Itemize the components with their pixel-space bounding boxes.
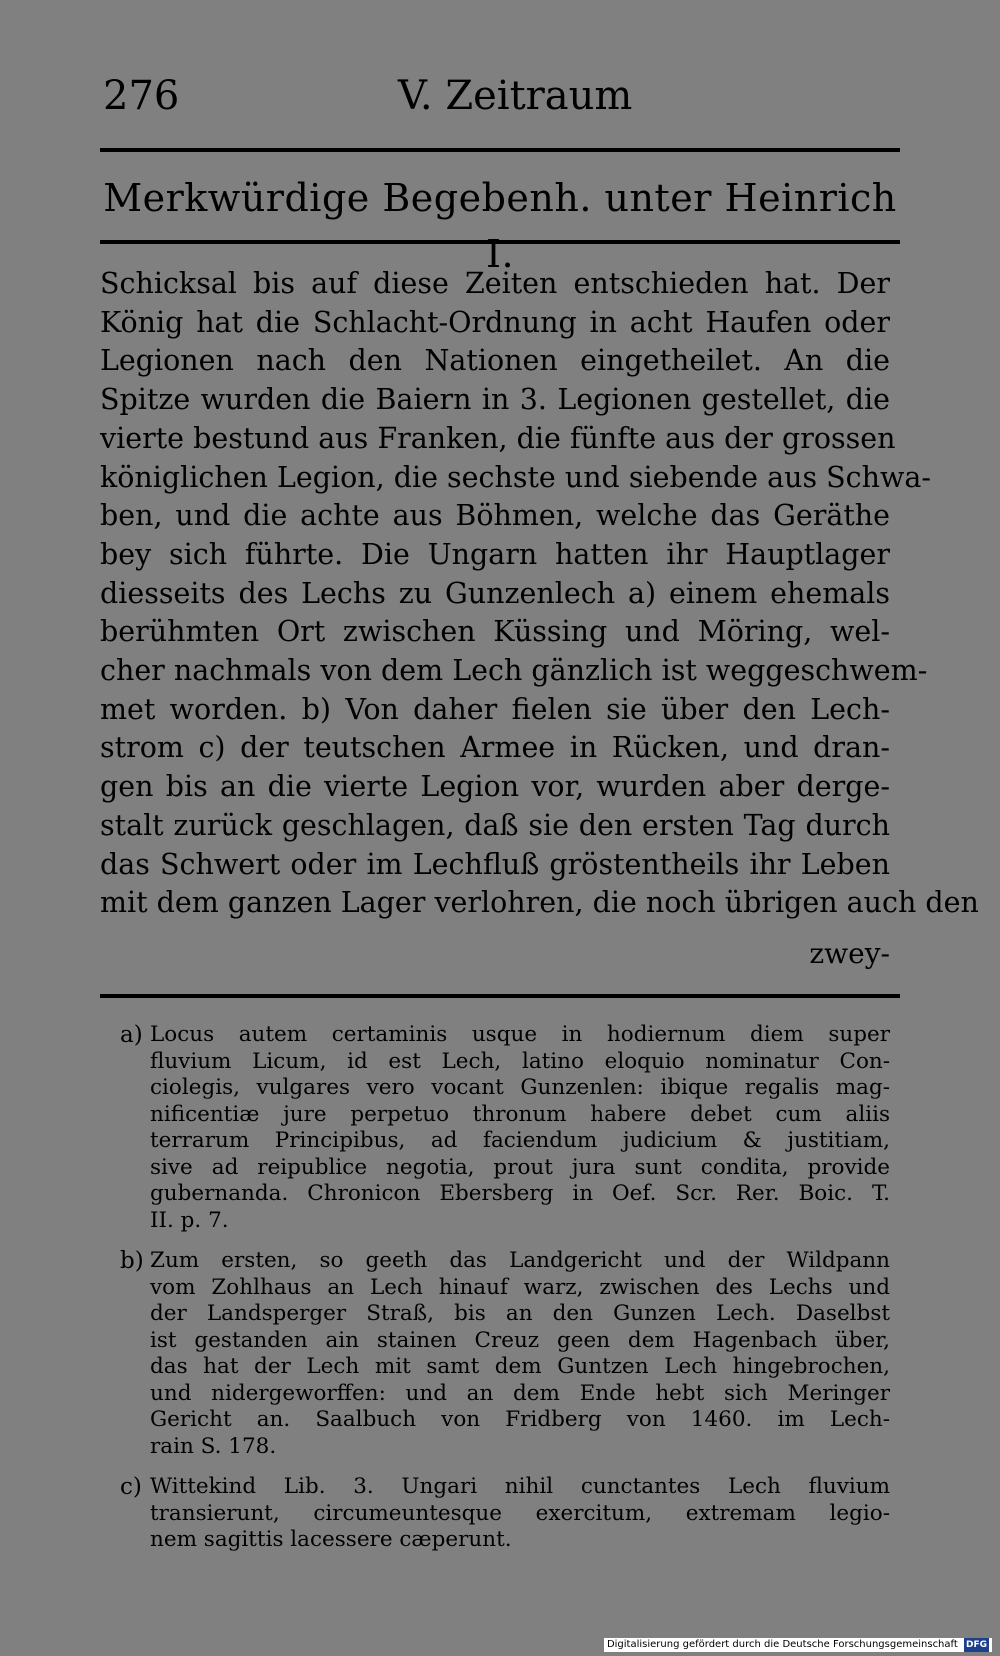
section-title: Merkwürdige Begebenh. unter Heinrich I. <box>103 176 897 276</box>
header-rule <box>100 148 900 152</box>
body-line: vierte bestund aus Franken, die fünfte aus der grossen <box>100 421 896 455</box>
footnote-c <box>120 1474 890 1554</box>
body-line: Legionen nach den Nationen eingetheilet. An die <box>100 344 890 378</box>
footnote-line: II. p. 7. <box>150 1207 229 1233</box>
footnote-line: vom Zohlhaus an Lech hinauf warz, zwischen des Lechs und <box>150 1274 890 1300</box>
footnote-line: Wittekind Lib. 3. Ungari nihil cunctantes Lech fluvium <box>150 1474 890 1499</box>
body-line: bey sich führte. Die Ungarn hatten ihr Hauptlager <box>100 537 890 571</box>
footnote-line: ciolegis, vulgares vero vocant Gunzenlen: ibique regalis mag- <box>150 1075 890 1100</box>
body-line: ben, und die achte aus Böhmen, welche das Geräthe <box>100 499 890 533</box>
footnote-line: nificentiæ jure perpetuo thronum habere debet cum aliis <box>150 1101 890 1127</box>
body-text <box>100 265 979 923</box>
footnote-line: transierunt, circumeuntesque exercitum, extremam legio- <box>150 1500 890 1526</box>
footnote-marker: b) <box>120 1248 144 1274</box>
footnote-line: der Landsperger Straß, bis an den Gunzen Lech. Daselbst <box>150 1301 890 1326</box>
footnote-line: fluvium Licum, id est Lech, latino eloquio nominatur Con- <box>150 1048 890 1074</box>
body-line: mit dem ganzen Lager verlohren, die noch übrigen auch den <box>100 886 979 920</box>
footnote-line: nem sagittis lacessere cæperunt. <box>150 1527 512 1552</box>
credit-text: Digitalisierung gefördert durch die Deutsche Forschungsgemeinschaft <box>606 1639 958 1650</box>
footnote-a <box>120 1022 890 1234</box>
body-line: berühmten Ort zwischen Küssing und Möring, wel- <box>100 615 890 649</box>
digitization-credit <box>604 1638 992 1652</box>
page-number: 276 <box>103 73 180 119</box>
catchword: zwey- <box>809 937 890 970</box>
body-line: königlichen Legion, die sechste und siebende aus Schwa- <box>100 460 931 494</box>
footnote-line: rain S. 178. <box>150 1433 277 1459</box>
page-header <box>103 70 900 130</box>
dfg-logo: DFG <box>965 1640 987 1650</box>
running-title: V. Zeitraum <box>398 73 633 119</box>
footnote-line: ist gestanden ain stainen Creuz geen dem Hagenbach über, <box>150 1327 890 1353</box>
body-line: gen bis an die vierte Legion vor, wurden aber derge- <box>100 770 890 804</box>
body-line: strom c) der teutschen Armee in Rücken, und dran- <box>100 731 890 765</box>
footnotes <box>120 1022 890 1568</box>
body-line: cher nachmals von dem Lech gänzlich ist weggeschwem- <box>100 654 928 688</box>
body-line: Spitze wurden die Baiern in 3. Legionen gestellet, die <box>100 383 890 417</box>
body-line: diesseits des Lechs zu Gunzenlech a) einem ehemals <box>100 576 890 610</box>
footnote-marker: c) <box>120 1474 142 1500</box>
body-line: Schicksal bis auf diese Zeiten entschieden hat. Der <box>100 267 890 300</box>
footnote-rule <box>100 994 900 998</box>
footnote-line: gubernanda. Chronicon Ebersberg in Oef. Scr. Rer. Boic. T. <box>150 1181 890 1206</box>
title-rule <box>100 240 900 244</box>
footnote-line: Gericht an. Saalbuch von Fridberg von 1460. im Lech- <box>150 1407 890 1432</box>
body-line: stalt zurück geschlagen, daß sie den ersten Tag durch <box>100 808 890 842</box>
body-line: met worden. b) Von daher fielen sie über den Lech- <box>100 692 890 726</box>
footnote-line: Zum ersten, so geeth das Landgericht und der Wildpann <box>150 1248 890 1273</box>
body-line: König hat die Schlacht-Ordnung in acht Haufen oder <box>100 305 890 339</box>
footnote-line: und nidergeworffen: und an dem Ende hebt sich Meringer <box>150 1380 890 1406</box>
footnote-line: Locus autem certaminis usque in hodiernum diem super <box>150 1022 890 1047</box>
body-line: das Schwert oder im Lechfluß gröstentheils ihr Leben <box>100 847 890 881</box>
footnote-line: das hat der Lech mit samt dem Guntzen Lech hingebrochen, <box>150 1354 890 1379</box>
footnote-line: terrarum Principibus, ad faciendum judicium & justitiam, <box>150 1128 890 1153</box>
footnote-line: sive ad reipublice negotia, prout jura sunt condita, provide <box>150 1154 890 1180</box>
footnote-marker: a) <box>120 1022 143 1048</box>
footnote-b <box>120 1248 890 1460</box>
